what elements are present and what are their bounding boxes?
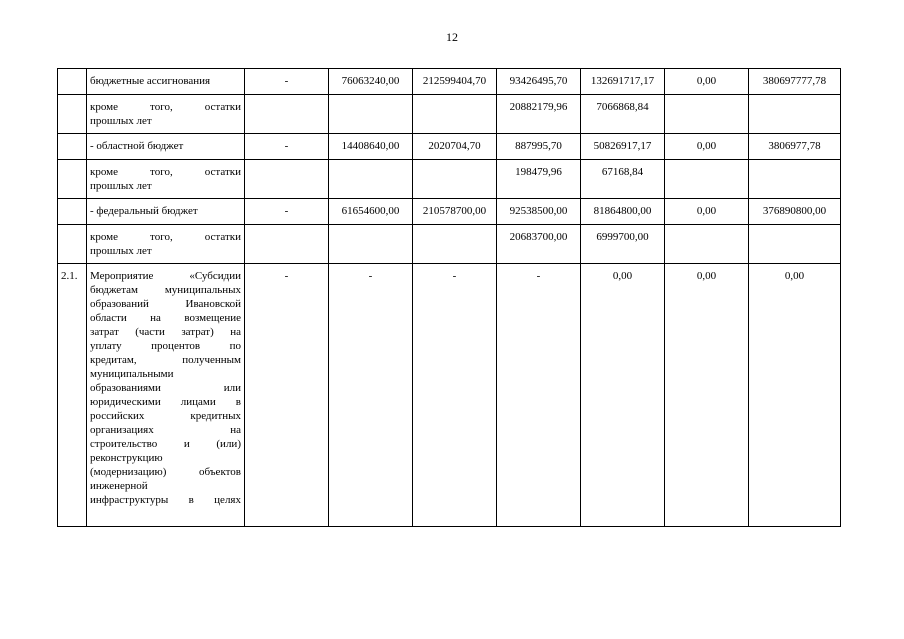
description-line: юридическими лицами в: [90, 396, 241, 408]
budget-table-body: [58, 69, 841, 527]
description-line: Мероприятие «Субсидии: [90, 270, 241, 282]
value-cell-7: 380697777,78: [749, 69, 841, 95]
value-cell-7: [749, 225, 841, 264]
budget-table: [57, 68, 841, 527]
value-cell-2: -: [329, 264, 413, 527]
value-cell-3: 212599404,70: [413, 69, 497, 95]
row-index-cell: [58, 160, 87, 199]
row-description-cell: [87, 264, 245, 527]
value-cell-5: 50826917,17: [581, 134, 665, 160]
row-description-cell: [87, 225, 245, 264]
row-index-cell: [58, 69, 87, 95]
description-line: российских кредитных: [90, 410, 241, 422]
description-line: прошлых лет: [90, 115, 152, 127]
value-cell-6: 0,00: [665, 264, 749, 527]
value-cell-5: 81864800,00: [581, 199, 665, 225]
value-cell-2: 61654600,00: [329, 199, 413, 225]
row-index-cell: [58, 225, 87, 264]
value-cell-7: [749, 95, 841, 134]
row-description-cell: [87, 95, 245, 134]
description-line: образованиями или: [90, 382, 241, 394]
value-cell-1: -: [245, 199, 329, 225]
description-line: области на возмещение: [90, 312, 241, 324]
description-line: муниципальными: [90, 368, 174, 380]
value-cell-6: 0,00: [665, 69, 749, 95]
value-cell-6: [665, 160, 749, 199]
table-row: [58, 69, 841, 95]
value-cell-1: -: [245, 134, 329, 160]
description-line: бюджетам муниципальных: [90, 284, 241, 296]
row-description-cell: бюджетные ассигнования: [87, 69, 245, 95]
value-cell-6: 0,00: [665, 134, 749, 160]
value-cell-5: 6999700,00: [581, 225, 665, 264]
description-line: (модернизацию) объектов: [90, 466, 241, 478]
value-cell-3: -: [413, 264, 497, 527]
description-line: прошлых лет: [90, 180, 152, 192]
description-line: образований Ивановской: [90, 298, 241, 310]
row-description-cell: [87, 160, 245, 199]
value-cell-7: [749, 160, 841, 199]
description-line: уплату процентов по: [90, 340, 241, 352]
value-cell-4: 20683700,00: [497, 225, 581, 264]
row-description-cell: - федеральный бюджет: [87, 199, 245, 225]
value-cell-1: [245, 95, 329, 134]
value-cell-1: -: [245, 264, 329, 527]
value-cell-5: 67168,84: [581, 160, 665, 199]
row-index-cell: [58, 134, 87, 160]
table-row: [58, 264, 841, 527]
value-cell-2: 76063240,00: [329, 69, 413, 95]
table-row: [58, 199, 841, 225]
value-cell-4: 198479,96: [497, 160, 581, 199]
table-row: [58, 160, 841, 199]
value-cell-7: 376890800,00: [749, 199, 841, 225]
table-row: [58, 95, 841, 134]
description-line: прошлых лет: [90, 245, 152, 257]
table-row: [58, 225, 841, 264]
value-cell-6: 0,00: [665, 199, 749, 225]
table-row: [58, 134, 841, 160]
value-cell-2: [329, 225, 413, 264]
value-cell-3: [413, 95, 497, 134]
value-cell-5: 7066868,84: [581, 95, 665, 134]
value-cell-7: 0,00: [749, 264, 841, 527]
value-cell-2: [329, 160, 413, 199]
row-index-cell: [58, 95, 87, 134]
value-cell-2: 14408640,00: [329, 134, 413, 160]
value-cell-5: 0,00: [581, 264, 665, 527]
value-cell-4: 20882179,96: [497, 95, 581, 134]
value-cell-1: [245, 160, 329, 199]
value-cell-6: [665, 95, 749, 134]
value-cell-4: 93426495,70: [497, 69, 581, 95]
description-line: строительство и (или): [90, 438, 241, 450]
description-line: реконструкцию: [90, 452, 163, 464]
description-line: кроме того, остатки: [90, 231, 241, 243]
value-cell-3: [413, 225, 497, 264]
value-cell-5: 132691717,17: [581, 69, 665, 95]
description-line: инфраструктуры в целях: [90, 494, 241, 506]
value-cell-4: 92538500,00: [497, 199, 581, 225]
row-index-cell: [58, 199, 87, 225]
value-cell-6: [665, 225, 749, 264]
value-cell-4: -: [497, 264, 581, 527]
description-line: кроме того, остатки: [90, 101, 241, 113]
value-cell-3: 210578700,00: [413, 199, 497, 225]
value-cell-4: 887995,70: [497, 134, 581, 160]
value-cell-7: 3806977,78: [749, 134, 841, 160]
value-cell-3: 2020704,70: [413, 134, 497, 160]
value-cell-1: [245, 225, 329, 264]
value-cell-1: -: [245, 69, 329, 95]
page-number: 12: [446, 30, 458, 44]
description-line: инженерной: [90, 480, 148, 492]
description-line: кредитам, полученным: [90, 354, 241, 366]
description-line: кроме того, остатки: [90, 166, 241, 178]
row-description-cell: - областной бюджет: [87, 134, 245, 160]
value-cell-2: [329, 95, 413, 134]
value-cell-3: [413, 160, 497, 199]
row-index-cell: 2.1.: [58, 264, 87, 527]
description-line: организациях на: [90, 424, 241, 436]
description-line: затрат (части затрат) на: [90, 326, 241, 338]
